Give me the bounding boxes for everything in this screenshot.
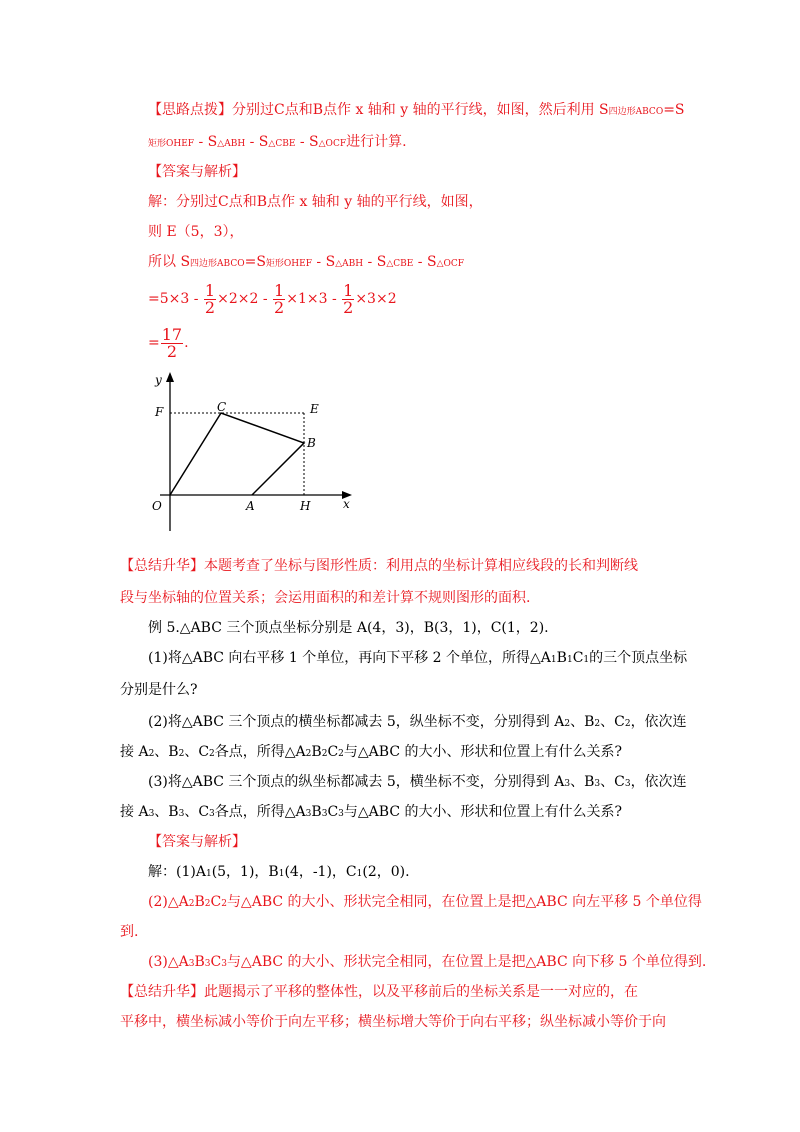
fraction-result: $\frac{17}{2}$ bbox=[161, 324, 183, 361]
label-y: y bbox=[155, 373, 162, 387]
solution-line: 解：分别过C点和B点作 x 轴和 y 轴的平行线，如图， bbox=[148, 194, 483, 210]
fraction-half: $\frac{1}{2}$ bbox=[274, 280, 285, 317]
summary-tag: 【总结升华】 bbox=[120, 558, 204, 574]
label-o: O bbox=[152, 499, 162, 513]
result-line: = $\frac{17}{2}$ . bbox=[148, 324, 189, 361]
summary-1-line-2: 段与坐标轴的位置关系；会运用面积的和差计算不规则图形的面积. bbox=[120, 590, 531, 606]
example-5-q1-line-1: (1)将△ABC 向右平移 1 个单位，再向下平移 2 个单位，所得△A1B1C1的三个顶点坐标 bbox=[148, 650, 688, 666]
coordinate-figure bbox=[140, 366, 370, 538]
summary-2-line-2: 平移中，横坐标减小等价于向左平移；横坐标增大等价于向右平移；纵坐标减小等价于向 bbox=[120, 1014, 666, 1030]
answer-2-line-4: (3)△A3B3C3与△ABC 的大小、形状完全相同，在位置上是把△ABC 向下移 5 个单位得到. bbox=[148, 954, 707, 970]
fraction-half: $\frac{1}{2}$ bbox=[343, 280, 354, 317]
area-formula-line: 所以 S四边形ABCO=S矩形OHEF - S△ABH - S△CBE - S△OCF bbox=[148, 254, 464, 270]
calculation-line: =5×3 - $\frac{1}{2}$ ×2×2 - $\frac{1}{2}$ ×1×3 - $\frac{1}{2}$ ×3×2 bbox=[148, 280, 397, 317]
hint-tag: 【思路点拨】 bbox=[148, 102, 232, 118]
label-c: C bbox=[217, 400, 227, 414]
example-5-q1-line-2: 分别是什么? bbox=[120, 682, 198, 698]
summary-2-line-1: 【总结升华】此题揭示了平移的整体性，以及平移前后的坐标关系是一一对应的，在 bbox=[120, 984, 638, 1000]
example-5-q3-line-2: 接 A3、B3、C3各点，所得△A3B3C3与△ABC 的大小、形状和位置上有什么关系? bbox=[120, 804, 622, 820]
example-5-q3-line-1: (3)将△ABC 三个顶点的纵坐标都减去 5，横坐标不变，分别得到 A3、B3、C3，依次连 bbox=[148, 774, 687, 790]
summary-2-tag: 【总结升华】 bbox=[120, 984, 204, 1000]
label-f: F bbox=[155, 405, 164, 419]
quadrilateral-ocba bbox=[170, 413, 304, 495]
example-5-title: 例 5.△ABC 三个顶点坐标分别是 A(4，3)，B(3，1)，C(1，2). bbox=[148, 620, 549, 636]
hint-line-1: 【思路点拨】分别过C点和B点作 x 轴和 y 轴的平行线，如图，然后利用 S四边形ABCO=S bbox=[148, 102, 685, 118]
label-b: B bbox=[307, 436, 316, 450]
e-point-line: 则 E（5，3）， bbox=[148, 224, 244, 240]
label-e: E bbox=[310, 402, 319, 416]
answer-2-tag: 【答案与解析】 bbox=[148, 834, 246, 850]
answer-2-line-2: (2)△A2B2C2与△ABC 的大小、形状完全相同，在位置上是把△ABC 向左平移 5 个单位得 bbox=[148, 894, 702, 910]
answer-2-line-3: 到. bbox=[120, 924, 139, 940]
label-h: H bbox=[300, 499, 311, 513]
answer-tag: 【答案与解析】 bbox=[148, 164, 246, 180]
example-5-q2-line-2: 接 A2、B2、C2各点，所得△A2B2C2与△ABC 的大小、形状和位置上有什么关系? bbox=[120, 744, 622, 760]
y-axis-arrow bbox=[166, 372, 174, 382]
label-a: A bbox=[246, 499, 255, 513]
fraction-half: $\frac{1}{2}$ bbox=[204, 280, 216, 317]
summary-1-line-1: 【总结升华】本题考查了坐标与图形性质：利用点的坐标计算相应线段的长和判断线 bbox=[120, 558, 638, 574]
answer-2-line-1: 解：(1)A1(5，1)，B1(4，-1)，C1(2，0). bbox=[148, 864, 410, 880]
example-5-q2-line-1: (2)将△ABC 三个顶点的横坐标都减去 5，纵坐标不变，分别得到 A2、B2、C2，依次连 bbox=[148, 714, 687, 730]
label-x: x bbox=[343, 497, 350, 511]
hint-line-2: 矩形OHEF - S△ABH - S△CBE - S△OCF进行计算. bbox=[148, 134, 407, 150]
